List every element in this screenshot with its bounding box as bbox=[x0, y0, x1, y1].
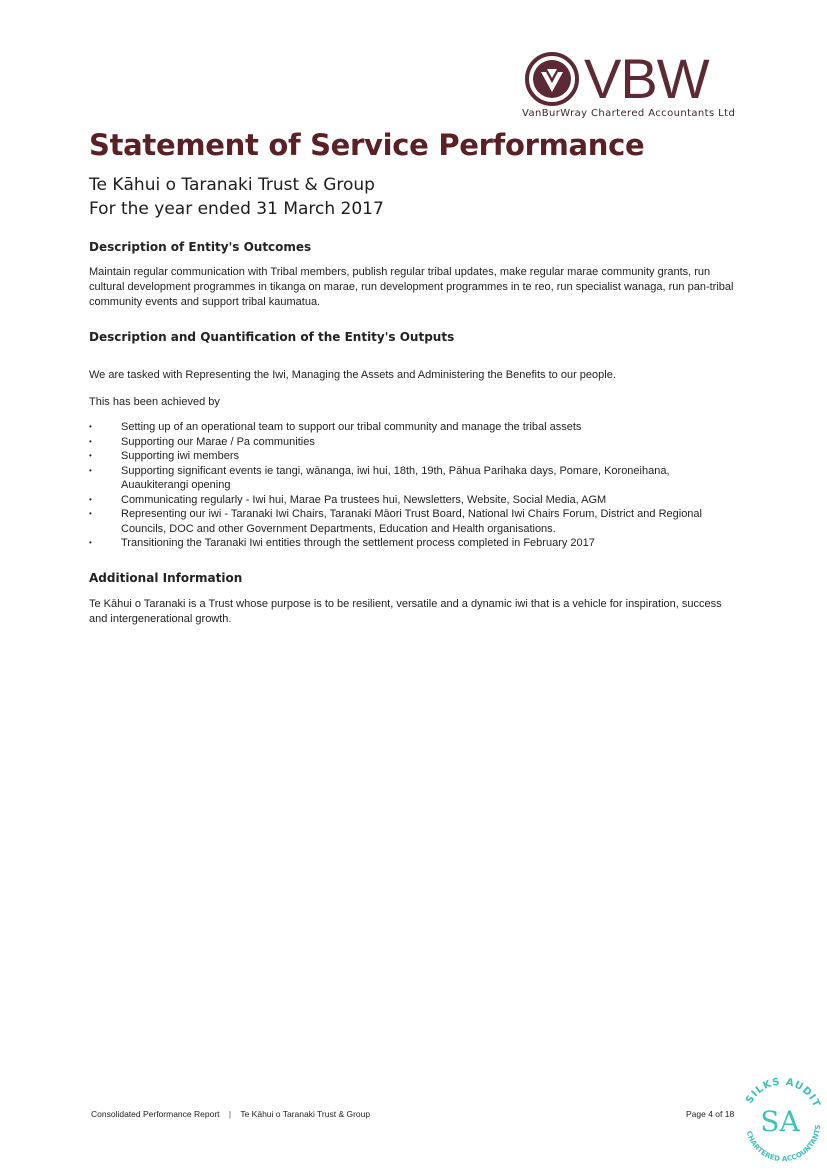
bullet-item: • Supporting iwi members bbox=[89, 449, 739, 464]
footer-report-info bbox=[91, 1109, 370, 1119]
additional-heading: Additional Information bbox=[89, 571, 243, 585]
page-title: Statement of Service Performance bbox=[89, 128, 645, 162]
stamp-bottom-text: CHARTERED ACCOUNTANTS bbox=[744, 1124, 823, 1164]
footer-report-name: Consolidated Performance Report bbox=[91, 1109, 220, 1119]
bullet-item: • Supporting our Marae / Pa communities bbox=[89, 435, 739, 450]
vbw-logo bbox=[522, 47, 736, 132]
outcomes-heading: Description of Entity's Outcomes bbox=[89, 240, 312, 254]
outputs-intro: We are tasked with Representing the Iwi, Managing the Assets and Administering the Benefits to our people. bbox=[89, 369, 616, 381]
outputs-heading: Description and Quantification of the Entity's Outputs bbox=[89, 330, 455, 344]
additional-text: Te Kāhui o Taranaki is a Trust whose purpose is to be resilient, versatile and a dynamic iwi that is a vehicle for inspiration, success and intergenerational growth. bbox=[89, 598, 722, 625]
entity-name: Te Kāhui o Taranaki Trust & Group bbox=[89, 175, 375, 195]
bullet-item: • Transitioning the Taranaki Iwi entities through the settlement process completed in February 2017 bbox=[89, 536, 739, 551]
bullet-item: • Representing our iwi - Taranaki Iwi Chairs, Taranaki Māori Trust Board, National Iwi Chairs Forum, District and Regional Councils, DOC and other Government Departments, Education and Health organisations. bbox=[89, 507, 739, 536]
bullet-item: • Setting up of an operational team to support our tribal community and manage the tribal assets bbox=[89, 420, 739, 435]
audit-stamp bbox=[736, 1075, 826, 1165]
page-number: Page 4 of 18 bbox=[686, 1109, 735, 1119]
outputs-achieved: This has been achieved by bbox=[89, 396, 220, 408]
bullet-item: • Supporting significant events ie tangi, wānanga, iwi hui, 18th, 19th, Pāhua Parihaka days, Pomare, Koroneihana, Auaukiterangi opening bbox=[89, 464, 739, 493]
logo-subtitle: VanBurWray Chartered Accountants Ltd bbox=[522, 108, 736, 119]
outputs-bullet-list bbox=[89, 420, 739, 551]
reporting-period: For the year ended 31 March 2017 bbox=[89, 199, 384, 219]
stamp-top-text: SILKS AUDIT bbox=[744, 1076, 823, 1110]
footer-separator: | bbox=[228, 1109, 232, 1119]
logo-emblem-icon bbox=[522, 52, 586, 108]
stamp-initials: SA bbox=[760, 1105, 800, 1138]
outcomes-text: Maintain regular communication with Tribal members, publish regular tribal updates, make regular marae community grants, run cultural development programmes in tikanga on marae, run development programmes in te reo, run specialist wanaga, run pan-tribal community events and support tribal kaumatua. bbox=[89, 266, 734, 308]
audit-stamp-seal-icon bbox=[736, 1075, 826, 1165]
logo-letters: VBW bbox=[584, 47, 709, 110]
footer-entity-name: Te Kāhui o Taranaki Trust & Group bbox=[240, 1109, 371, 1119]
bullet-item: • Communicating regularly - Iwi hui, Marae Pa trustees hui, Newsletters, Website, Social Media, AGM bbox=[89, 493, 739, 508]
